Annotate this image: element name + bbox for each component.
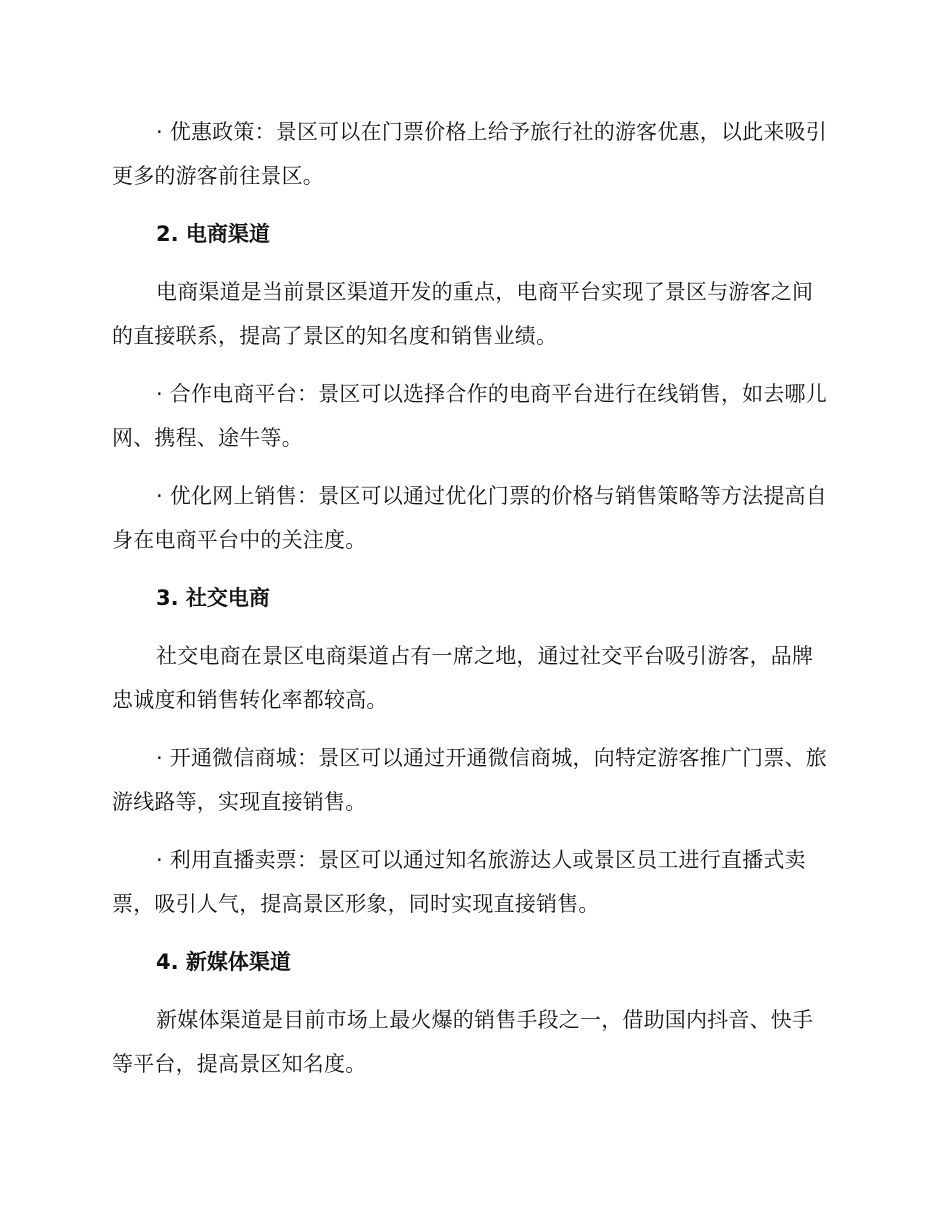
- bullet-live-streaming: · 利用直播卖票：景区可以通过知名旅游达人或景区员工进行直播式卖票，吸引人气，提高景区形象，同时实现直接销售。: [112, 848, 806, 916]
- section-heading-new-media: 4. 新媒体渠道: [156, 950, 291, 974]
- bullet-discount-policy: · 优惠政策：景区可以在门票价格上给予旅行社的游客优惠，以此来吸引更多的游客前往景区。: [112, 120, 827, 188]
- paragraph-social-ecommerce-intro: 社交电商在景区电商渠道占有一席之地，通过社交平台吸引游客，品牌忠诚度和销售转化率都较高。: [112, 644, 814, 712]
- bullet-wechat-mall: · 开通微信商城：景区可以通过开通微信商城，向特定游客推广门票、旅游线路等，实现直接销售。: [112, 746, 827, 814]
- paragraph-new-media-intro: 新媒体渠道是目前市场上最火爆的销售手段之一，借助国内抖音、快手等平台，提高景区知名度。: [112, 1008, 814, 1076]
- bullet-partner-platforms: · 合作电商平台：景区可以选择合作的电商平台进行在线销售，如去哪儿网、携程、途牛等。: [112, 382, 827, 450]
- section-heading-social-ecommerce: 3. 社交电商: [156, 586, 270, 610]
- paragraph-ecommerce-intro: 电商渠道是当前景区渠道开发的重点，电商平台实现了景区与游客之间的直接联系，提高了景区的知名度和销售业绩。: [112, 280, 814, 348]
- document-body: [112, 110, 834, 1100]
- section-heading-ecommerce: 2. 电商渠道: [156, 222, 270, 246]
- bullet-optimize-online-sales: · 优化网上销售：景区可以通过优化门票的价格与销售策略等方法提高自身在电商平台中的关注度。: [112, 484, 827, 552]
